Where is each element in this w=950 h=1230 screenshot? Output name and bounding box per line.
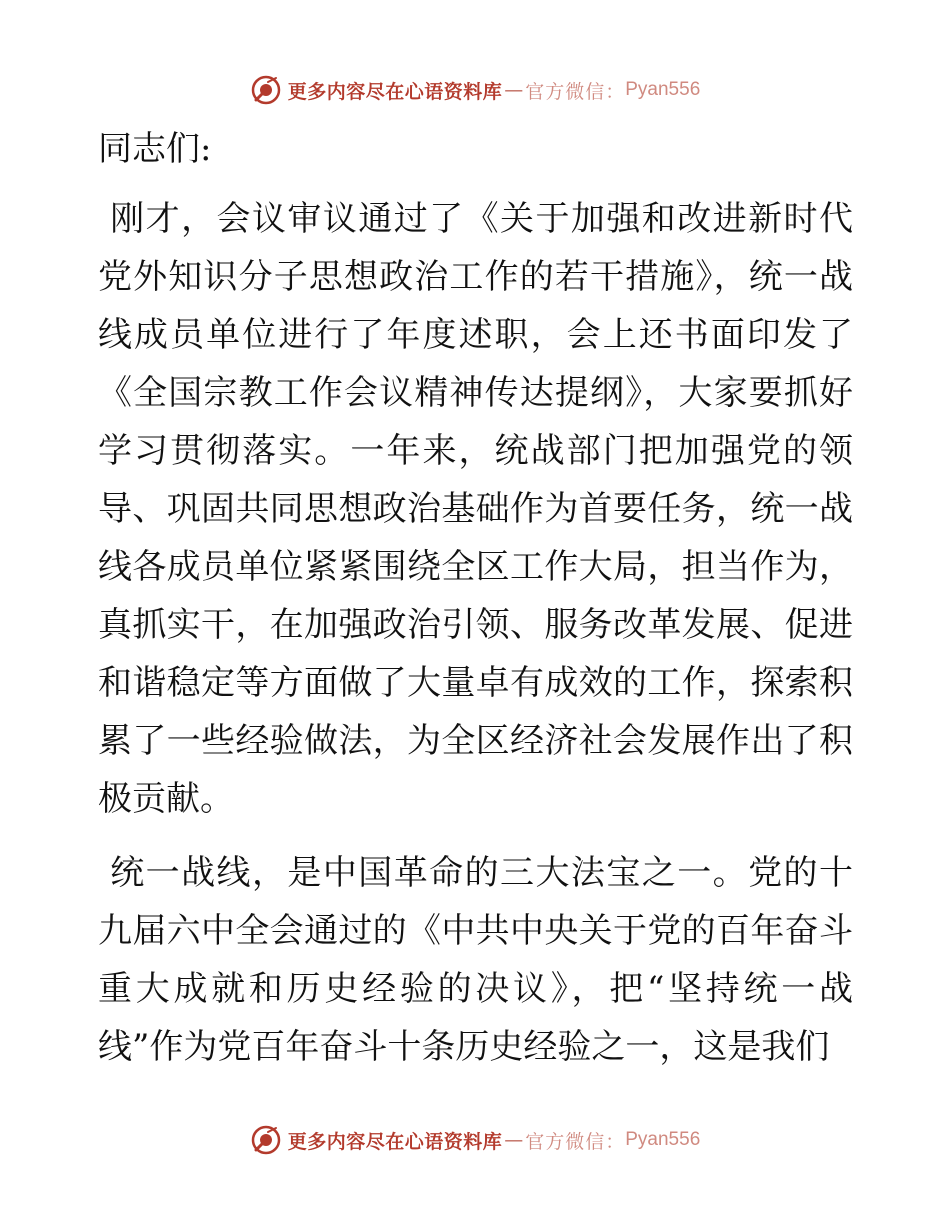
footer-promo-text: 更多内容尽在心语资料库 <box>287 1130 503 1153</box>
footer-separator: — <box>504 1129 524 1151</box>
brand-logo-icon <box>250 74 282 106</box>
header-promo-text: 更多内容尽在心语资料库 <box>287 80 503 103</box>
footer-watermark-banner <box>0 1120 950 1160</box>
salutation: 同志们: <box>98 129 212 169</box>
header-wechat-id: Pyan556 <box>625 79 701 100</box>
header-wechat-label: 官方微信： <box>525 80 626 103</box>
paragraph-1: 刚才，会议审议通过了《关于加强和改进新时代党外知识分子思想政治工作的若干措施》，统一战线成员单位进行了年度述职，会上还书面印发了《全国宗教工作会议精神传达提纲》，大家要抓好学习贯彻落实。一年来，统战部门把加强党的领导、巩固共同思想政治基础作为首要任务，统一战线各成员单位紧紧围绕全区工作大局，担当作为，真抓实干，在加强政治引领、服务改革发展、促进和谐稳定等方面做了大量卓有成效的工作，探索积累了一些经验做法，为全区经济社会发展作出了积极贡献。 <box>98 199 853 819</box>
paragraph-2: 统一战线，是中国革命的三大法宝之一。党的十九届六中全会通过的《中共中央关于党的百年奋斗重大成就和历史经验的决议》，把“坚持统一战线”作为党百年奋斗十条历史经验之一，这是我们 <box>98 853 853 1067</box>
footer-wechat-label: 官方微信： <box>525 1130 626 1153</box>
header-separator: — <box>504 79 524 101</box>
document-body <box>98 120 853 1076</box>
footer-wechat-id: Pyan556 <box>625 1129 701 1150</box>
header-watermark-banner <box>0 70 950 110</box>
brand-logo-icon <box>250 1124 282 1156</box>
